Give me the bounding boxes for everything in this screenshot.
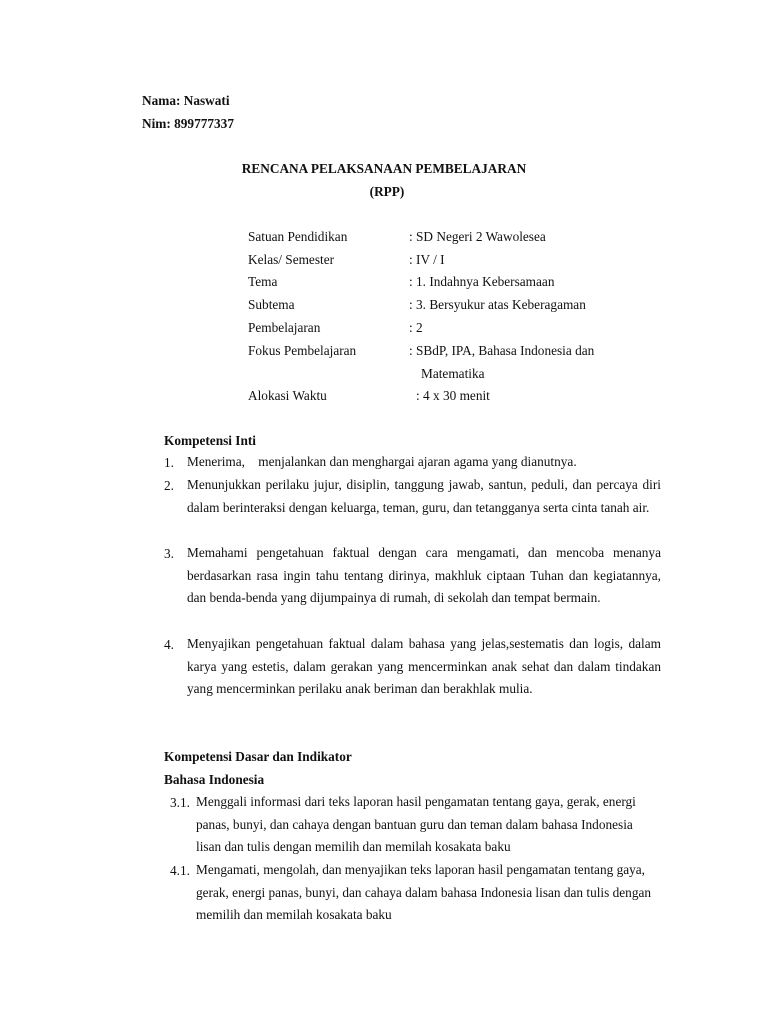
list-item-number: 1. (164, 455, 174, 470)
list-item-number: 4. (164, 637, 174, 652)
info-label: Alokasi Waktu (248, 388, 327, 403)
info-value: : SBdP, IPA, Bahasa Indonesia dan (409, 343, 595, 358)
info-label: Kelas/ Semester (248, 252, 335, 267)
list-item: Memahami pengetahuan faktual dengan cara mengamati, dan mencoba menanya berdasarkan rasa ingin tahu tentang dirinya, makhluk ciptaan Tuhan dan kegiatannya, dan benda-benda yang dijumpainya di rumah, di sekolah dan tempat bermain. (187, 545, 661, 606)
info-value: : 2 (409, 320, 423, 335)
kd-item: Menggali informasi dari teks laporan hasil pengamatan tentang gaya, gerak, energi panas, bunyi, dan cahaya dengan bantuan guru dan teman dalam bahasa Indonesia lisan dan tulis dengan memilih dan memilah kosakata baku (196, 794, 636, 855)
list-item: Menunjukkan perilaku jujur, disiplin, tanggung jawab, santun, peduli, dan percaya diri dalam berinteraksi dengan keluarga, teman, guru, dan tetangganya serta cinta tanah air. (187, 477, 661, 515)
info-value: : 1. Indahnya Kebersamaan (409, 274, 555, 289)
info-value: : 4 x 30 menit (416, 388, 490, 403)
list-item-number: 3. (164, 546, 174, 561)
info-label: Fokus Pembelajaran (248, 343, 357, 358)
info-value: : 3. Bersyukur atas Keberagaman (409, 297, 586, 312)
student-nim: Nim: 899777337 (142, 116, 234, 131)
list-item: Menerima, menjalankan dan menghargai ajaran agama yang dianutnya. (187, 454, 577, 469)
kd-item-number: 3.1. (170, 795, 190, 810)
info-value: : IV / I (409, 252, 445, 267)
document-title: RENCANA PELAKSANAAN PEMBELAJARAN (241, 161, 527, 176)
list-item-number: 2. (164, 478, 174, 493)
info-label: Pembelajaran (248, 320, 321, 335)
info-value-continued: Matematika (421, 366, 485, 381)
list-item: Menyajikan pengetahuan faktual dalam bahasa yang jelas,sestematis dan logis, dalam karya yang estetis, dalam gerakan yang mencerminkan anak sehat dan dalam tindakan yang mencerminkan perilaku anak beriman dan berakhlak mulia. (187, 636, 661, 697)
info-label: Tema (248, 274, 278, 289)
info-label: Subtema (248, 297, 295, 312)
kd-item: Mengamati, mengolah, dan menyajikan teks laporan hasil pengamatan tentang gaya, gerak, energi panas, bunyi, dan cahaya dalam bahasa Indonesia lisan dan tulis dengan memilih dan memilah kosakata baku (196, 862, 652, 923)
document-subtitle: (RPP) (369, 184, 405, 199)
ki-heading: Kompetensi Inti (164, 433, 256, 448)
kd-heading: Kompetensi Dasar dan Indikator (164, 749, 352, 764)
student-name: Nama: Naswati (142, 93, 230, 108)
info-value: : SD Negeri 2 Wawolesea (409, 229, 546, 244)
kd-item-number: 4.1. (170, 863, 190, 878)
kd-subheading: Bahasa Indonesia (164, 772, 265, 787)
info-label: Satuan Pendidikan (248, 229, 348, 244)
